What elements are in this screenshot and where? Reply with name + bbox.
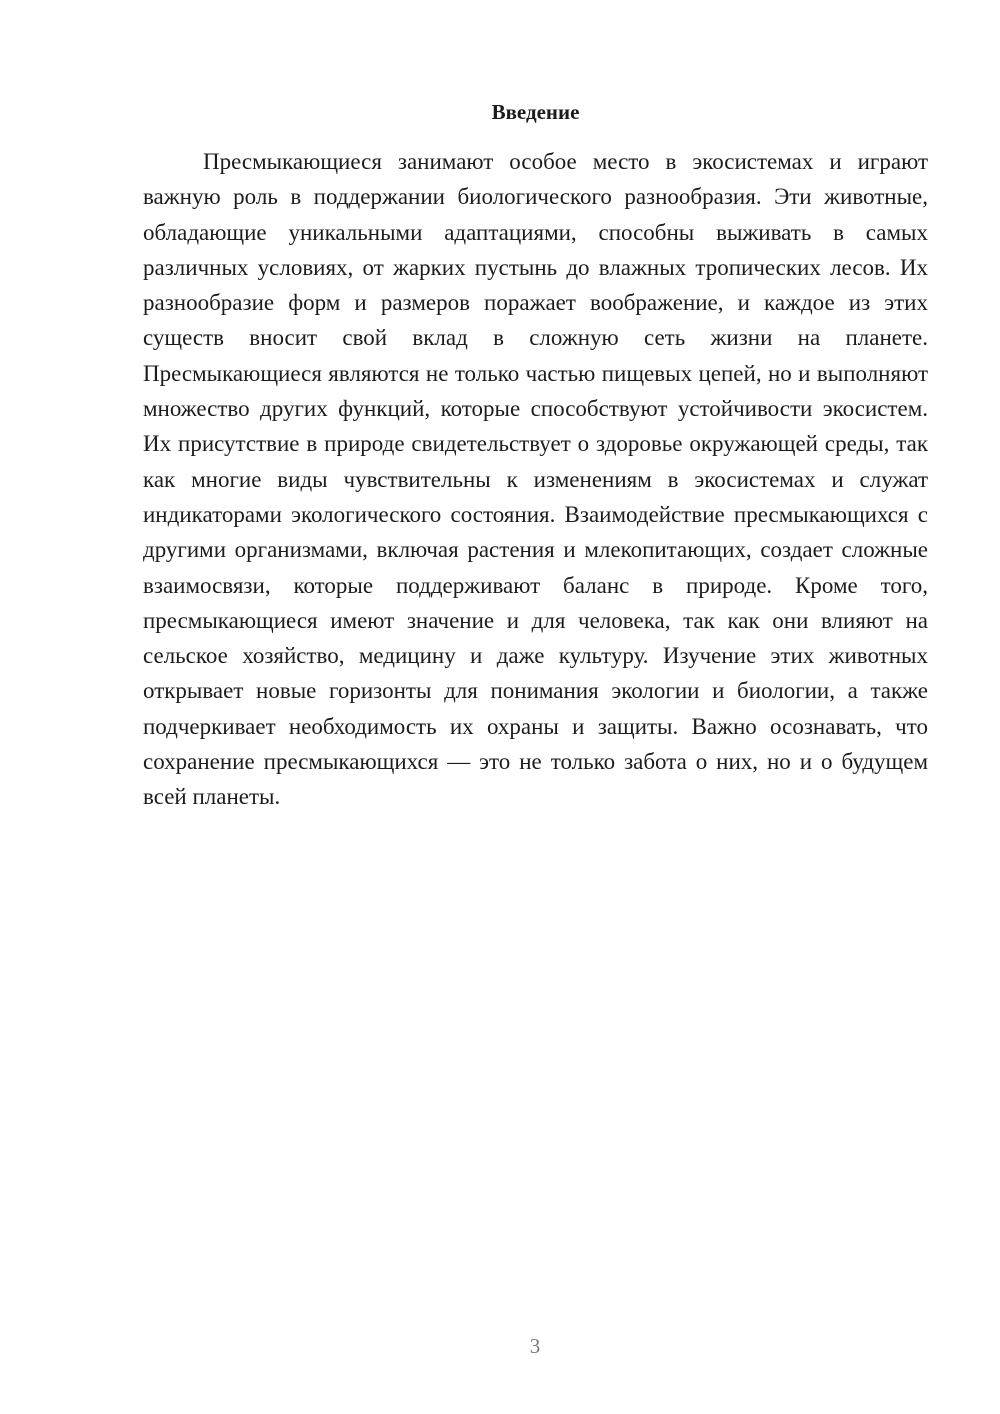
body-paragraph: Пресмыкающиеся занимают особое место в экосистемах и играют важную роль в поддержании биологического разнообразия. Эти животные, обладающие уникальными адаптациями, способны выживать в самых различных условиях, от жарких пустынь до влажных тропических лесов. Их разнообразие форм и размеров поражает воображение, и каждое из этих существ вносит свой вклад в сложную сеть жизни на планете. Пресмыкающиеся являются не только частью пищевых цепей, но и выполняют множество других функций, которые способствуют устойчивости экосистем. Их присутствие в природе свидетельствует о здоровье окружающей среды, так как многие виды чувствительны к изменениям в экосистемах и служат индикаторами экологического состояния. Взаимодействие пресмыкающихся с другими организмами, включая растения и млекопитающих, создает сложные взаимосвязи, которые поддерживают баланс в природе. Кроме того, пресмыкающиеся имеют значение и для человека, так как они влияют на сельское хозяйство, медицину и даже культуру. Изучение этих животных открывает новые горизонты для понимания экологии и биологии, а также подчеркивает необходимость их охраны и защиты. Важно осознавать, что сохранение пресмыкающихся — это не только забота о них, но и о будущем всей планеты. xyxy=(143,149,928,810)
page-number: 3 xyxy=(529,1334,541,1358)
section-heading: Введение xyxy=(491,100,580,124)
